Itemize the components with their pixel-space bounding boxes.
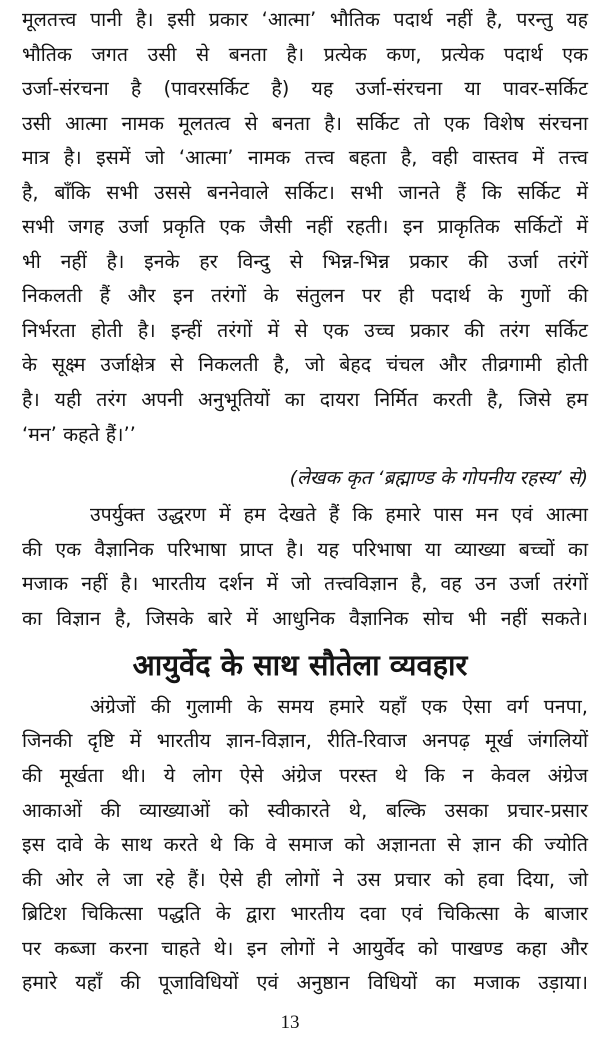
text-line: भौतिक जगत उसी से बनता है। प्रत्येक कण, प्रत्येक पदार्थ एक <box>22 43 588 66</box>
text-line: ‘मन’ कहते हैं।’’ <box>22 423 136 446</box>
text-line: मजाक नहीं है। भारतीय दर्शन में जो तत्त्वविज्ञान है, वह उन उर्जा तरंगों <box>22 572 588 595</box>
text-line: उर्जा-संरचना है (पावरसर्किट है) यह उर्जा-संरचना या पावर-सर्किट <box>22 77 588 100</box>
citation: (लेखक कृत ‘ब्रह्माण्ड के गोपनीय रहस्य’ से) <box>289 467 588 489</box>
text-line: है। यही तरंग अपनी अनुभूतियों का दायरा निर्मित करती है, जिसे हम <box>22 388 588 411</box>
text-line: की मूर्खता थी। ये लोग ऐसे अंग्रेज परस्त थे कि न केवल अंग्रेज <box>22 764 588 787</box>
text-line: उसी आत्मा नामक मूलतत्व से बनता है। सर्किट तो एक विशेष संरचना <box>22 112 588 135</box>
text-line: का विज्ञान है, जिसके बारे में आधुनिक वैज्ञानिक सोच भी नहीं सकते। <box>22 607 588 630</box>
text-line: आकाओं की व्याख्याओं को स्वीकारते थे, बल्कि उसका प्रचार-प्रसार <box>22 799 588 822</box>
text-line: के सूक्ष्म उर्जाक्षेत्र से निकलती है, जो बेहद चंचल और तीव्रगामी होती <box>22 353 588 376</box>
text-line: उपर्युक्त उद्धरण में हम देखते हैं कि हमारे पास मन एवं आत्मा <box>90 503 588 526</box>
page-number: 13 <box>280 1012 300 1033</box>
text-line: की एक वैज्ञानिक परिभाषा प्राप्त है। यह परिभाषा या व्याख्या बच्चों का <box>22 538 588 561</box>
text-line: पर कब्जा करना चाहते थे। इन लोगों ने आयुर्वेद को पाखण्ड कहा और <box>22 937 588 960</box>
text-line: सभी जगह उर्जा प्रकृति एक जैसी नहीं रहती। इन प्राकृतिक सर्किटों में <box>22 215 588 238</box>
text-line: हमारे यहाँ की पूजाविधियों एवं अनुष्ठान विधियों का मजाक उड़ाया। <box>22 971 588 994</box>
text-line: भी नहीं है। इनके हर विन्दु से भिन्न-भिन्न प्रकार की उर्जा तरंगें <box>22 250 588 273</box>
text-line: की ओर ले जा रहे हैं। ऐसे ही लोगों ने उस प्रचार को हवा दिया, जो <box>22 868 588 891</box>
text-line: है, बाँकि सभी उससे बननेवाले सर्किट। सभी जानते हैं कि सर्किट में <box>22 181 588 204</box>
text-line: मूलतत्त्व पानी है। इसी प्रकार ‘आत्मा’ भौतिक पदार्थ नहीं है, परन्तु यह <box>22 8 588 31</box>
text-line: निकलती हैं और इन तरंगों के संतुलन पर ही पदार्थ के गुणों की <box>22 284 588 307</box>
text-line: निर्भरता होती है। इन्हीं तरंगों में से एक उच्च प्रकार की तरंग सर्किट <box>22 319 588 342</box>
text-line: जिनकी दृष्टि में भारतीय ज्ञान-विज्ञान, रीति-रिवाज अनपढ़ मूर्ख जंगलियों <box>22 729 588 752</box>
text-line: अंग्रेजों की गुलामी के समय हमारे यहाँ एक ऐसा वर्ग पनपा, <box>90 695 588 718</box>
text-line: मात्र है। इसमें जो ‘आत्मा’ नामक तत्त्व बहता है, वही वास्तव में तत्त्व <box>22 146 588 169</box>
text-line: ब्रिटिश चिकित्सा पद्धति के द्वारा भारतीय दवा एवं चिकित्सा के बाजार <box>22 902 588 925</box>
section-heading: आयुर्वेद के साथ सौतेला व्यवहार <box>132 648 468 682</box>
text-line: इस दावे के साथ करते थे कि वे समाज को अज्ञानता से ज्ञान की ज्योति <box>22 833 588 856</box>
